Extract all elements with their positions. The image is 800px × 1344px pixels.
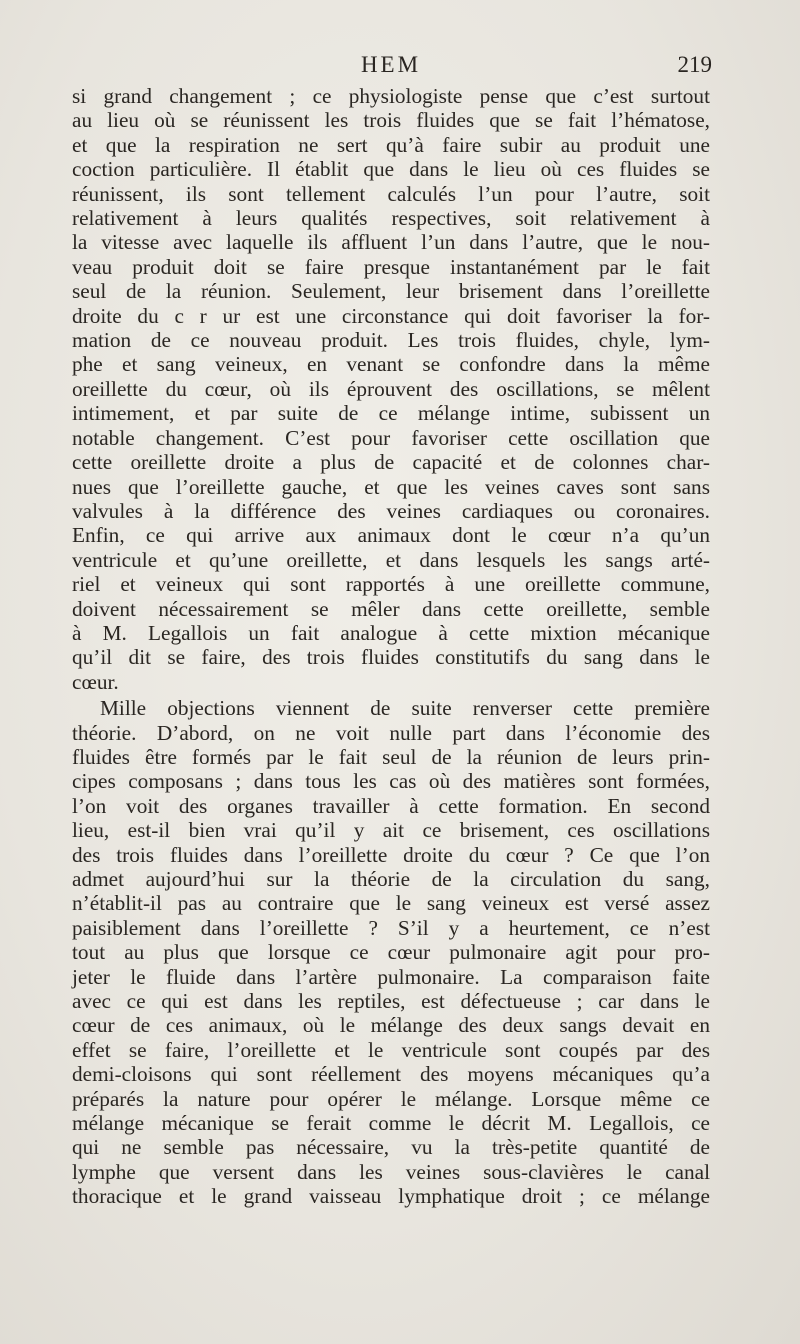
text-line: et que la respiration ne sert qu’à faire subir au produit une — [72, 132, 710, 157]
text-line: mélange mécanique se ferait comme le décrit M. Legallois, ce — [72, 1111, 710, 1136]
text-line: relativement à leurs qualités respectives, soit relativement à — [72, 206, 710, 231]
text-line: cœur. — [72, 669, 119, 694]
text-line: qui ne semble pas nécessaire, vu la très-petite quantité de — [72, 1135, 710, 1160]
text-line: des trois fluides dans l’oreillette droite du cœur ? Ce que l’on — [72, 842, 710, 867]
paragraph — [72, 696, 710, 1209]
paragraph — [72, 84, 710, 694]
text-line: tout au plus que lorsque ce cœur pulmonaire agit pour pro- — [72, 940, 710, 965]
body-text — [72, 84, 710, 1211]
text-line: au lieu où se réunissent les trois fluides que se fait l’hématose, — [72, 108, 710, 133]
text-line: la vitesse avec laquelle ils affluent l’un dans l’autre, que le nou- — [72, 230, 710, 255]
text-line: lymphe que versent dans les veines sous-clavières le canal — [72, 1159, 710, 1184]
text-line: Enfin, ce qui arrive aux animaux dont le cœur n’a qu’un — [72, 523, 710, 548]
text-line: thoracique et le grand vaisseau lymphatique droit ; ce mélange — [72, 1184, 710, 1209]
text-line: qu’il dit se faire, des trois fluides constitutifs du sang dans le — [72, 645, 710, 670]
text-line: veau produit doit se faire presque instantanément par le fait — [72, 254, 710, 279]
text-line: fluides être formés par le fait seul de la réunion de leurs prin- — [72, 744, 710, 769]
page-header — [70, 52, 712, 86]
text-line: notable changement. C’est pour favoriser cette oscillation que — [72, 425, 710, 450]
text-line: nues que l’oreillette gauche, et que les veines caves sont sans — [72, 474, 710, 499]
text-line: cette oreillette droite a plus de capacité et de colonnes char- — [72, 450, 710, 475]
text-line: seul de la réunion. Seulement, leur brisement dans l’oreillette — [72, 279, 710, 304]
text-line: cipes composans ; dans tous les cas où des matières sont formées, — [72, 769, 710, 794]
page-number: 219 — [677, 52, 712, 77]
text-line: préparés la nature pour opérer le mélange. Lorsque même ce — [72, 1086, 710, 1111]
text-line: n’établit-il pas au contraire que le sang veineux est versé assez — [72, 891, 710, 916]
running-head: HEM — [360, 52, 422, 77]
text-line: lieu, est-il bien vrai qu’il y ait ce brisement, ces oscillations — [72, 818, 710, 843]
text-line: droite du c r ur est une circonstance qui doit favoriser la for- — [72, 303, 710, 328]
text-line: si grand changement ; ce physiologiste pense que c’est surtout — [72, 84, 710, 108]
text-line: avec ce qui est dans les reptiles, est défectueuse ; car dans le — [72, 989, 710, 1014]
text-line: oreillette du cœur, où ils éprouvent des oscillations, se mêlent — [72, 376, 710, 401]
text-line: admet aujourd’hui sur la théorie de la circulation du sang, — [72, 867, 710, 891]
text-line: Mille objections viennent de suite renverser cette première — [100, 696, 710, 721]
text-line: coction particulière. Il établit que dans le lieu où ces fluides se — [72, 157, 710, 182]
text-line: mation de ce nouveau produit. Les trois fluides, chyle, lym- — [72, 328, 710, 353]
text-line: à M. Legallois un fait analogue à cette mixtion mécanique — [72, 620, 710, 645]
text-line: ventricule et qu’une oreillette, et dans lesquels les sangs arté- — [72, 547, 710, 572]
text-line: intimement, et par suite de ce mélange intime, subissent un — [72, 401, 710, 426]
text-line: effet se faire, l’oreillette et le ventricule sont coupés par des — [72, 1037, 710, 1062]
text-line: l’on voit des organes travailler à cette formation. En second — [72, 793, 710, 818]
text-line: valvules à la différence des veines cardiaques ou coronaires. — [72, 498, 710, 523]
text-line: jeter le fluide dans l’artère pulmonaire. La comparaison faite — [72, 964, 710, 989]
text-line: doivent nécessairement se mêler dans cette oreillette, semble — [72, 596, 710, 621]
text-line: paisiblement dans l’oreillette ? S’il y a heurtement, ce n’est — [72, 915, 710, 940]
text-line: demi-cloisons qui sont réellement des moyens mécaniques qu’a — [72, 1062, 710, 1087]
text-line: théorie. D’abord, on ne voit nulle part dans l’économie des — [72, 720, 710, 745]
text-line: réunissent, ils sont tellement calculés l’un pour l’autre, soit — [72, 181, 710, 206]
text-line: riel et veineux qui sont rapportés à une oreillette commune, — [72, 572, 710, 597]
text-line: phe et sang veineux, en venant se confondre dans la même — [72, 352, 710, 377]
text-line: cœur de ces animaux, où le mélange des deux sangs devait en — [72, 1013, 710, 1038]
